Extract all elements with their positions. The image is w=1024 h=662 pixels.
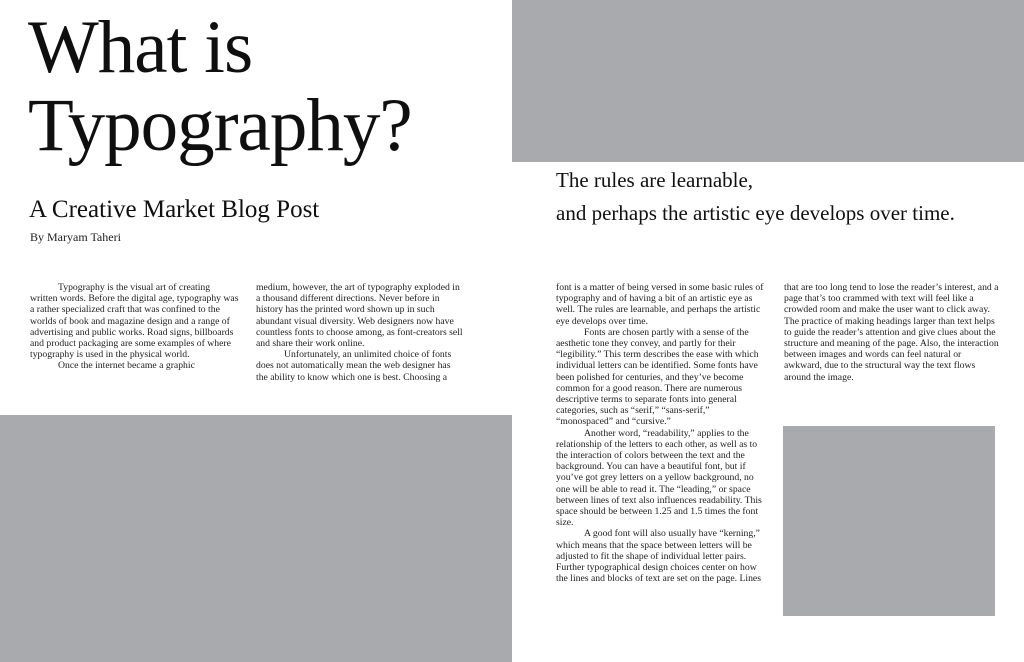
paragraph: Unfortunately, an unlimited choice of fonts does not automatically mean the web designer has the ability to know which one is best. Choosing a xyxy=(256,349,452,383)
byline: By Maryam Taheri xyxy=(30,230,121,244)
subtitle: A Creative Market Blog Post xyxy=(29,196,320,223)
pull-quote xyxy=(556,164,955,230)
top-right-photo-placeholder xyxy=(512,0,1024,162)
right-middle-photo-placeholder xyxy=(783,426,995,616)
paragraph: Once the internet became a graphic xyxy=(58,360,195,372)
bottom-left-photo-placeholder xyxy=(0,415,512,662)
paragraph: that are too long tend to lose the reader’s interest, and a page that’s too crammed with text will feel like a crowded room and make the user want to click away. The practice of making headings larger than text helps to guide the reader’s attention and give clues about the structure and meaning of the page. Also, the interaction between images and words can feel natural or awkward, due to the structural way the text flows around the image. xyxy=(784,282,999,383)
page-title-line-2: Typography? xyxy=(28,84,412,167)
paragraph: Fonts are chosen partly with a sense of the aesthetic tone they convey, and partly for their “legibility.” This term describes the ease with which individual letters can be identified. Some fonts have been polished for centuries, and they’ve become common for a good reason. There are numerous descriptive terms to separate fonts into general categories, such as “serif,” “sans-serif,” “monospaced” and “cursive.” xyxy=(556,326,759,428)
paragraph: Another word, “readability,” applies to the relationship of the letters to each other, as well as to the interaction of colors between the text and the background. You can have a beautiful font, but if you’ve got grey letters on a yellow background, no one will be able to read it. The “leading,” or space between lines of text also influences readability. This space should be between 1.25 and 1.5 times the font size. xyxy=(556,427,762,529)
paragraph: Typography is the visual art of creating written words. Before the digital age, typography was a rather specialized craft that was confined to the worlds of book and magazine design and a range of advertising and public works. Road signs, billboards and product packaging are some examples of where typography is used in the physical world. xyxy=(30,282,239,361)
body-column-1 xyxy=(30,282,239,372)
body-column-4 xyxy=(784,282,1000,383)
page-title xyxy=(28,6,412,167)
paragraph: font is a matter of being versed in some basic rules of typography and of having a bit of an artistic eye as well. The rules are learnable, and perhaps the artistic eye develops over time. xyxy=(556,282,764,327)
page-title-line-1: What is xyxy=(28,6,253,89)
paragraph: A good font will also usually have “kerning,” which means that the space between letters will be adjusted to fit the shape of individual letter pairs. Further typographical design choices center on how the lines and blocks of text are set on the page. Lines xyxy=(556,528,761,585)
pull-quote-line-2: and perhaps the artistic eye develops over time. xyxy=(556,201,955,225)
pull-quote-line-1: The rules are learnable, xyxy=(556,168,754,192)
body-column-2 xyxy=(256,282,464,383)
paragraph: medium, however, the art of typography exploded in a thousand different directions. Never before in history has the printed word shown up in such abundant visual diversity. Web designers now have countless fonts to choose among, as font-creators sell and share their work online. xyxy=(256,282,463,350)
body-column-3 xyxy=(556,282,769,584)
